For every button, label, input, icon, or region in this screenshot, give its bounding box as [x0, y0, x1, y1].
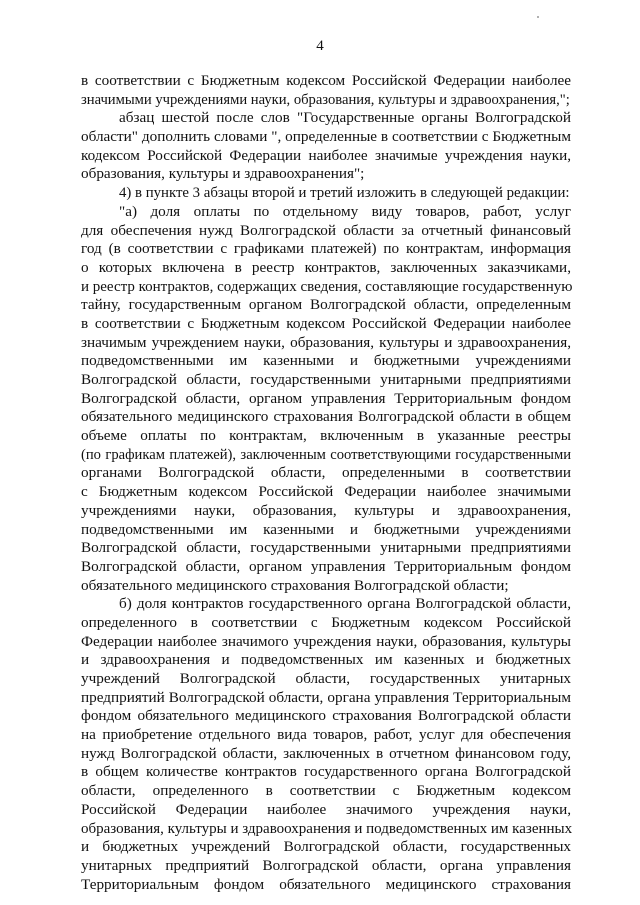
text-line: предприятий Волгоградской области, органа управления Территориальным — [81, 688, 571, 706]
text-line: образования, культуры и здравоохранения и подведомственных им казенных — [81, 820, 573, 837]
text-line: в общем количестве контрактов государственного органа Волгоградской — [81, 763, 571, 781]
text-line: на приобретение отдельного вида товаров, работ, услуг для обеспечения — [81, 726, 571, 744]
text-line: Волгоградской области, государственными унитарными предприятиями — [81, 371, 571, 388]
text-line: Федерации наиболее значимого учреждения науки, образования, культуры — [81, 632, 571, 650]
text-line: унитарных предприятий Волгоградской области, органа управления — [81, 856, 571, 874]
text-line: определенного в соответствии с Бюджетным кодексом Российской — [81, 613, 571, 631]
text-line: Волгоградской области, органом управления Территориальным фондом — [81, 557, 571, 575]
page-number: 4 — [316, 38, 324, 54]
text-line: области" дополнить словами ", определенные в соответствии с Бюджетным — [81, 128, 571, 146]
text-line: (по графикам платежей), заключенным соответствующими государственными — [81, 446, 571, 463]
document-body — [81, 72, 571, 894]
text-line: абзац шестой после слов "Государственные органы Волгоградской — [119, 109, 571, 127]
text-line: кодексом Российской Федерации наиболее значимые учреждения науки, — [81, 146, 571, 164]
text-line: 4) в пункте 3 абзацы второй и третий изложить в следующей редакции: — [119, 185, 570, 202]
text-line: подведомственными им казенными и бюджетными учреждениями — [81, 520, 571, 538]
text-line: обязательного медицинского страхования Волгоградской области; — [81, 576, 509, 594]
text-line: фондом обязательного медицинского страхования Волгоградской области — [81, 707, 571, 725]
text-line: б) доля контрактов государственного органа Волгоградской области, — [119, 595, 571, 613]
text-line: о которых включена в реестр контрактов, заключенных заказчиками, — [81, 258, 571, 276]
text-line: подведомственными им казенными и бюджетными учреждениями — [81, 352, 571, 370]
text-line: Российской Федерации наиболее значимого учреждения науки, — [81, 800, 571, 818]
text-line: и бюджетных учреждений Волгоградской области, государственных — [81, 838, 571, 856]
text-line: нужд Волгоградской области, заключенных в отчетном финансовом году, — [81, 744, 571, 762]
text-line: обязательного медицинского страхования Волгоградской области в общем — [81, 408, 571, 426]
text-line: области, определенного в соответствии с Бюджетным кодексом — [81, 782, 571, 800]
text-line: год (в соответствии с графиками платежей) по контрактам, информация — [81, 240, 571, 258]
text-line: значимым учреждением науки, образования, культуры и здравоохранения, — [81, 333, 571, 351]
text-line: образования, культуры и здравоохранения"; — [81, 165, 365, 183]
text-line: тайну, государственным органом Волгоградской области, определенным — [81, 296, 571, 314]
text-line: в соответствии с Бюджетным кодексом Российской Федерации наиболее — [81, 314, 571, 332]
text-line: Территориальным фондом обязательного медицинского страхования — [81, 875, 571, 893]
text-line: и здравоохранения и подведомственных им казенных и бюджетных — [81, 651, 571, 669]
text-line: с Бюджетным кодексом Российской Федерации наиболее значимыми — [81, 483, 571, 501]
text-line: значимыми учреждениями науки, образования, культуры и здравоохранения,"; — [81, 91, 570, 108]
text-line: в соответствии с Бюджетным кодексом Российской Федерации наиболее — [81, 72, 571, 89]
text-line: для обеспечения нужд Волгоградской области за отчетный финансовый — [81, 221, 571, 239]
scan-speck — [537, 16, 539, 18]
text-line: органами Волгоградской области, определенными в соответствии — [81, 464, 571, 482]
text-line: Волгоградской области, органом управления Территориальным фондом — [81, 389, 571, 407]
text-line: Волгоградской области, государственными унитарными предприятиями — [81, 539, 571, 557]
text-line: "а) доля оплаты по отдельному виду товаров, работ, услуг — [119, 202, 571, 220]
text-line: объеме оплаты по контрактам, включенным в указанные реестры — [81, 427, 571, 445]
text-line: и реестр контрактов, содержащих сведения, составляющие государственную — [81, 278, 573, 295]
text-line: учреждений Волгоградской области, государственных унитарных — [81, 670, 571, 687]
text-line: учреждениями науки, образования, культуры и здравоохранения, — [81, 501, 571, 519]
